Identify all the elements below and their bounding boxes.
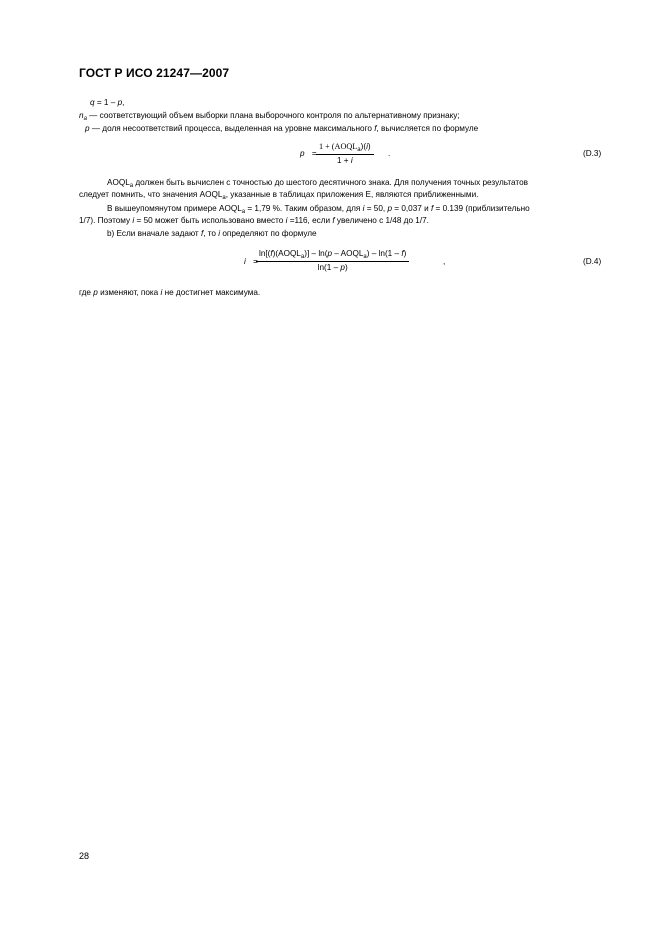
para1-line2 — [79, 190, 478, 203]
eq-d4-den-part: ln(1 – — [317, 263, 341, 272]
eq-d3-num-part: ) — [367, 142, 371, 151]
para2-text: = 0,037 и — [392, 204, 431, 213]
subscript-a: a — [241, 209, 246, 215]
para1-text: должен быть вычислен с точностью до шестого десятичного знака. Для получения точных результатов — [133, 178, 528, 187]
var-i: i — [285, 216, 288, 225]
var-f: f — [270, 249, 273, 258]
eq-d4-equals: = — [253, 257, 258, 266]
eq-d4-num-part: )] – ln( — [304, 249, 328, 258]
subscript-a: a — [300, 254, 305, 260]
def-na-text: — соответствующий объем выборки плана выборочного контроля по альтернативному признаку; — [86, 111, 460, 120]
eq-d3-den-part: 1 + — [336, 156, 351, 165]
var-f: f — [401, 249, 404, 258]
var-i: i — [362, 204, 365, 213]
subscript-a: a — [222, 195, 226, 201]
para2-text: =116, если — [287, 216, 333, 225]
def-q-text: = 1 – — [94, 98, 118, 107]
para2-line2 — [79, 216, 429, 226]
para1-text-end: , указанные в таблицах приложения Е, являются приближенными. — [225, 190, 479, 199]
eq-d3-punct: . — [388, 149, 391, 158]
eq-d3-num-part: 1 + (AOQL — [319, 142, 358, 151]
para2-text: В вышеупомянутом примере AOQL — [107, 204, 242, 213]
para2-text: = 50, — [364, 204, 388, 213]
subscript-a: a — [129, 183, 134, 189]
item-b-text-end: определяют по формуле — [220, 229, 317, 238]
eq-d3-label: (D.3) — [583, 149, 602, 158]
closing-text: где — [79, 288, 94, 297]
var-i: i — [160, 288, 163, 297]
definition-q — [90, 98, 124, 108]
eq-d3-num-part: )( — [360, 142, 367, 151]
item-b-text: , то — [203, 229, 219, 238]
eq-d4-num-part: – AOQL — [332, 249, 364, 258]
eq-d3-fraction — [316, 142, 374, 165]
var-f: f — [200, 229, 204, 238]
page-number: 28 — [79, 851, 90, 861]
definition-na — [79, 111, 460, 124]
var-p: p — [85, 124, 90, 133]
var-p: p — [340, 263, 345, 272]
aoql-term: AOQL — [107, 178, 130, 187]
closing-text: изменяют, пока — [97, 288, 161, 297]
var-f: f — [332, 216, 335, 225]
var-i: i — [218, 229, 221, 238]
definition-p — [85, 124, 478, 134]
def-p-text-end: , вычисляется по формуле — [376, 124, 479, 133]
subscript-a: a — [363, 254, 367, 260]
var-q: q — [90, 98, 95, 107]
var-f: f — [430, 204, 434, 213]
eq-d3-equals: = — [311, 149, 317, 158]
para1-text: следует помнить, что значения AOQL — [79, 190, 223, 199]
eq-d4-fraction — [256, 249, 409, 272]
eq-d3-lhs: p — [300, 149, 305, 158]
item-b-text: b) Если вначале задают — [107, 229, 201, 238]
closing-text-end: не достигнет максимума. — [162, 288, 261, 297]
var-p: p — [387, 204, 393, 213]
var-p: p — [93, 288, 98, 297]
var-p: p — [327, 249, 332, 258]
equation-d3 — [300, 149, 317, 159]
var-n: n — [79, 111, 84, 120]
def-q-end: , — [122, 98, 125, 107]
para2-text: = 50 может быть использовано вместо — [134, 216, 286, 225]
var-f: f — [374, 124, 377, 133]
para2-text: = 0.139 (приблизительно — [433, 204, 530, 213]
document-header: ГОСТ Р ИСО 21247—2007 — [79, 66, 230, 80]
eq-d4-lhs: i — [244, 257, 246, 266]
var-p: p — [117, 98, 123, 107]
eq-d4-punct: , — [443, 257, 446, 266]
eq-d4-num-part: ) — [403, 249, 407, 258]
eq-d4-numerator — [256, 249, 409, 262]
eq-d4-num-part: ln[( — [259, 249, 271, 258]
list-item-b — [107, 229, 317, 239]
eq-d4-num-part: ) – ln(1 – — [366, 249, 402, 258]
eq-d4-denominator — [256, 262, 409, 272]
var-i: i — [132, 216, 135, 225]
def-p-text: — доля несоответствий процесса, выделенная на уровне максимального — [89, 124, 375, 133]
eq-d4-den-part: ) — [344, 263, 348, 272]
subscript-a: a — [83, 116, 87, 122]
closing-sentence — [79, 288, 260, 298]
eq-d3-denominator — [316, 155, 374, 165]
para2-text-end: увеличено с 1/48 до 1/7. — [334, 216, 429, 225]
eq-d4-num-part: )(AOQL — [272, 249, 301, 258]
var-i: i — [366, 142, 368, 151]
para2-text: = 1,79 %. Таким образом, для — [245, 204, 363, 213]
var-i: i — [350, 156, 353, 165]
eq-d4-label: (D.4) — [583, 257, 602, 266]
para2-text: 1/7). Поэтому — [79, 216, 133, 225]
eq-d3-numerator — [316, 142, 374, 155]
subscript-a: a — [357, 147, 361, 153]
